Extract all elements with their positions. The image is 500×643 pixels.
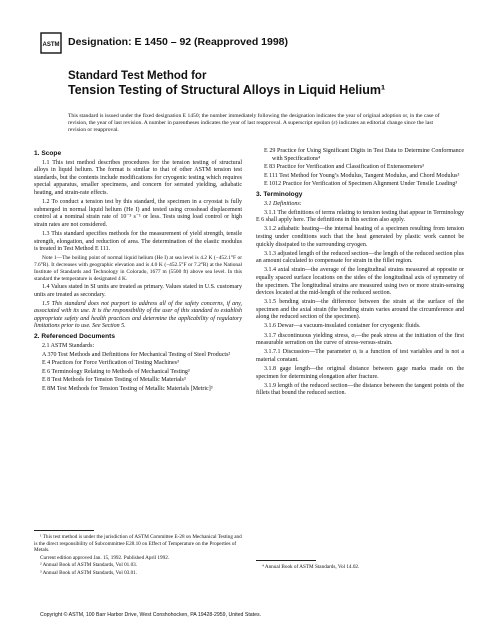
paragraph-3-1-8: 3.1.8 gage length—the original distance between gage marks made on the specimen for determining elongation after fracture.: [256, 365, 464, 380]
footnote: ¹ This test method is under the jurisdiction of ASTM Committee E-28 on Mechanical Testing and is the direct responsibility of Subcommittee E28.10 on Effect of Temperature on the Properties of Metals.: [34, 534, 242, 554]
reference-item: E 1012 Practice for Verification of Specimen Alignment Under Tensile Loading³: [264, 181, 458, 188]
paragraph-3-1-7: 3.1.7 discontinuous yielding stress, σᵢ—the peak stress at the initiation of the first measurable serration on the curve of stress-versus-strain.: [256, 332, 464, 347]
reference-item: E 4 Practices for Force Verification of Testing Machines³: [42, 360, 179, 367]
paragraph-2-1: 2.1 ASTM Standards:: [42, 342, 95, 349]
footnote: ³ Annual Book of ASTM Standards, Vol 03.01.: [40, 569, 138, 576]
footnote: ⁴ Annual Book of ASTM Standards, Vol 14.02.: [262, 564, 360, 570]
reference-item: E 8 Test Methods for Tension Testing of Metallic Materials³: [42, 377, 186, 384]
reference-item: E 29 Practice for Using Significant Digits in Test Data to Determine Conformance with Specifications⁴: [264, 148, 464, 162]
title-block: [68, 70, 448, 98]
paragraph-3-1-2: 3.1.2 adiabatic heating—the internal heating of a specimen resulting from tension testing under conditions such that the heat generated by plastic work cannot be quickly dissipated to the surrounding cryogen.: [256, 226, 464, 248]
left-footnotes: [34, 530, 242, 578]
designation: Designation: E 1450 – 92 (Reapproved 1998): [68, 36, 289, 48]
left-column: [34, 148, 242, 395]
svg-text:ASTM: ASTM: [42, 42, 60, 48]
title-line-1: Standard Test Method for: [68, 70, 207, 82]
paragraph-1-1: 1.1 This test method describes procedures for the tension testing of structural alloys in liquid helium. The format is similar to that of other ASTM tension test standards, but the contents include modifications for cryogenic testing which requires special apparatus, smaller specimens, and concern for serrated yielding, adiabatic heating, and strain-rate effects.: [34, 159, 242, 196]
right-column: [256, 148, 464, 399]
section-heading-terminology: 3. Terminology: [256, 190, 303, 198]
reference-item: E 8M Test Methods for Tension Testing of Metallic Materials [Metric]³: [42, 386, 213, 393]
title-line-2: Tension Testing of Structural Alloys in Liquid Helium¹: [68, 83, 386, 97]
paragraph-1-4: 1.4 Values stated in SI units are treated as primary. Values stated in U.S. customary units are treated as secondary.: [34, 283, 242, 298]
footnote: ² Annual Book of ASTM Standards, Vol 01.03.: [40, 562, 138, 569]
paragraph-1-3: 1.3 This standard specifies methods for the measurement of yield strength, tensile strength, elongation, and reduction of area. The determination of the elastic modulus is treated in Test Method E 111.: [34, 230, 242, 253]
right-footnotes: [256, 560, 464, 572]
paragraph-3-1-1: 3.1.1 The definitions of terms relating to tension testing that appear in Terminology E 6 shall apply here. The definitions in this section also apply.: [256, 209, 464, 224]
paragraph-1-2: 1.2 To conduct a tension test by this standard, the specimen in a cryostat is fully submerged in normal liquid helium (He I) and tested using crosshead displacement control at a nominal strain rate of 10⁻³ s⁻¹ or less. Tests using load control or high strain rates are not considered.: [34, 199, 242, 228]
paragraph-3-1: 3.1 Definitions:: [264, 200, 302, 207]
note-1: Note 1—The boiling point of normal liquid helium (He I) at sea level is 4.2 K (−452.1°F or 7.6°R). It decreases with geographic elevation and is 4.0 K (−452.5°F or 7.2°R) at the National Institute of Standards and Technology in Colorado, 1677 m (5500 ft) above sea level. In this standard the temperature is designated 4 K.: [34, 255, 242, 282]
paragraph-1-5: 1.5 This standard does not purport to address all of the safety concerns, if any, associated with its use. It is the responsibility of the user of this standard to establish appropriate safety and health practices and determine the applicability of regulatory limitations prior to use. See Section 5.: [34, 300, 242, 330]
section-heading-referenced-documents: 2. Referenced Documents: [34, 332, 115, 340]
paragraph-3-1-9: 3.1.9 length of the reduced section—the distance between the tangent points of the fillets that bound the reduced section.: [256, 382, 464, 397]
section-heading-scope: 1. Scope: [34, 150, 62, 157]
paragraph-3-1-6: 3.1.6 Dewar—a vacuum-insulated container for cryogenic fluids.: [264, 323, 421, 330]
reference-item: E 83 Practice for Verification and Classification of Extensometers³: [264, 164, 424, 171]
footnote-rule: [256, 560, 316, 561]
paragraph-3-1-5: 3.1.5 bending strain—the difference between the strain at the surface of the specimen and the axial strain (the bending strain varies around the circumference and along the reduced section of the specimen).: [256, 299, 464, 321]
astm-logo-icon: [40, 32, 62, 54]
footnote-rule: [34, 530, 94, 531]
standard-notice: This standard is issued under the fixed designation E 1450; the number immediately following the designation indicates the year of original adoption or, in the case of revision, the year of last revision. A number in parentheses indicates the year of last reapproval. A superscript epsilon (ε) indicates an editorial change since the last revision or reapproval.: [68, 113, 440, 133]
header: [40, 30, 470, 56]
reference-item: E 111 Test Method for Young’s Modulus, Tangent Modulus, and Chord Modulus³: [264, 172, 460, 179]
paragraph-3-1-4: 3.1.4 axial strain—the average of the longitudinal strains measured at opposite or equally spaced surface locations on the sides of the longitudinal axis of symmetry of the specimen. The longitudinal strains are measured using two or more strain-sensing devices located at the mid-length of the reduced section.: [256, 267, 464, 297]
paragraph-3-1-7-1: 3.1.7.1 Discussion—The parameter σᵢ is a function of test variables and is not a material constant.: [256, 349, 464, 363]
reference-item: A 370 Test Methods and Definitions for Mechanical Testing of Steel Products²: [42, 351, 231, 358]
reference-item: E 6 Terminology Relating to Methods of Mechanical Testing³: [42, 368, 190, 375]
footnote: Current edition approved Jan. 15, 1992. Published April 1992.: [40, 554, 170, 561]
paragraph-3-1-3: 3.1.3 adjusted length of the reduced section—the length of the reduced section plus an amount calculated to compensate for strain in the fillet region.: [256, 250, 464, 265]
copyright-line: Copyright © ASTM, 100 Barr Harbor Drive, West Conshohocken, PA 19428-2959, United States.: [40, 612, 262, 618]
